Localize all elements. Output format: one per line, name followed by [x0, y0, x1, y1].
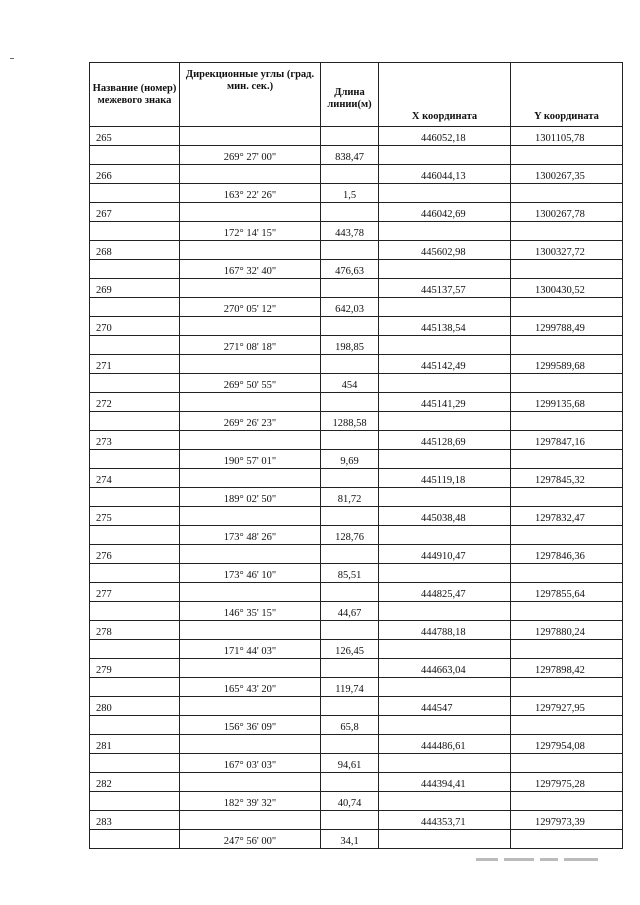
table-row	[90, 754, 623, 773]
y-coordinate-cell	[511, 298, 623, 317]
y-coordinate-cell: 1299589,68	[511, 355, 623, 374]
table-row	[90, 811, 623, 830]
line-length-cell	[321, 317, 379, 336]
marker-name-cell: 270	[90, 317, 180, 336]
direction-angle-cell	[180, 659, 321, 678]
x-coordinate-cell: 444910,47	[379, 545, 511, 564]
direction-angle-cell	[180, 393, 321, 412]
line-length-cell	[321, 773, 379, 792]
marker-name-cell	[90, 678, 180, 697]
line-length-cell: 65,8	[321, 716, 379, 735]
x-coordinate-cell: 445038,48	[379, 507, 511, 526]
y-coordinate-cell: 1299135,68	[511, 393, 623, 412]
marker-name-cell	[90, 488, 180, 507]
x-coordinate-cell: 444663,04	[379, 659, 511, 678]
x-coordinate-cell	[379, 374, 511, 393]
marker-name-cell: 266	[90, 165, 180, 184]
table-row	[90, 621, 623, 640]
direction-angle-cell: 172° 14' 15"	[180, 222, 321, 241]
table-row	[90, 184, 623, 203]
x-coordinate-cell: 444547	[379, 697, 511, 716]
line-length-cell: 34,1	[321, 830, 379, 849]
direction-angle-cell: 182° 39' 32"	[180, 792, 321, 811]
x-coordinate-cell: 444788,18	[379, 621, 511, 640]
y-coordinate-cell: 1299788,49	[511, 317, 623, 336]
marker-name-cell: 282	[90, 773, 180, 792]
direction-angle-cell: 173° 48' 26"	[180, 526, 321, 545]
direction-angle-cell	[180, 735, 321, 754]
y-coordinate-cell: 1300267,78	[511, 203, 623, 222]
x-coordinate-cell	[379, 412, 511, 431]
x-coordinate-cell	[379, 450, 511, 469]
table-row	[90, 222, 623, 241]
line-length-cell: 476,63	[321, 260, 379, 279]
direction-angle-cell: 189° 02' 50"	[180, 488, 321, 507]
x-coordinate-cell: 445137,57	[379, 279, 511, 298]
y-coordinate-cell	[511, 792, 623, 811]
table-row	[90, 355, 623, 374]
line-length-cell	[321, 127, 379, 146]
line-length-cell	[321, 545, 379, 564]
line-length-cell: 85,51	[321, 564, 379, 583]
table-row	[90, 127, 623, 146]
marker-name-cell	[90, 450, 180, 469]
table-row	[90, 431, 623, 450]
marker-name-cell	[90, 336, 180, 355]
direction-angle-cell: 269° 27' 00"	[180, 146, 321, 165]
line-length-cell: 94,61	[321, 754, 379, 773]
y-coordinate-cell: 1297845,32	[511, 469, 623, 488]
table-row	[90, 241, 623, 260]
y-coordinate-cell: 1297846,36	[511, 545, 623, 564]
direction-angle-cell	[180, 773, 321, 792]
direction-angle-cell: 156° 36' 09"	[180, 716, 321, 735]
marker-name-cell	[90, 184, 180, 203]
direction-angle-cell	[180, 469, 321, 488]
direction-angle-cell	[180, 355, 321, 374]
table-row	[90, 279, 623, 298]
direction-angle-cell	[180, 507, 321, 526]
direction-angle-cell: 167° 03' 03"	[180, 754, 321, 773]
header-direction-angle: Дирекционные углы (град. мин. сек.)	[180, 63, 321, 127]
y-coordinate-cell: 1301105,78	[511, 127, 623, 146]
marker-name-cell: 273	[90, 431, 180, 450]
x-coordinate-cell	[379, 678, 511, 697]
y-coordinate-cell: 1297927,95	[511, 697, 623, 716]
marker-name-cell	[90, 716, 180, 735]
x-coordinate-cell	[379, 298, 511, 317]
direction-angle-cell: 270° 05' 12"	[180, 298, 321, 317]
table-row	[90, 735, 623, 754]
line-length-cell: 443,78	[321, 222, 379, 241]
marker-name-cell: 281	[90, 735, 180, 754]
line-length-cell	[321, 279, 379, 298]
table-row	[90, 659, 623, 678]
marker-name-cell: 271	[90, 355, 180, 374]
table-row	[90, 602, 623, 621]
line-length-cell	[321, 165, 379, 184]
direction-angle-cell	[180, 545, 321, 564]
header-marker-name: Название (номер) межевого знака	[90, 63, 180, 127]
line-length-cell	[321, 735, 379, 754]
header-line-length: Длина линии(м)	[321, 63, 379, 127]
x-coordinate-cell: 445138,54	[379, 317, 511, 336]
table-row	[90, 488, 623, 507]
marker-name-cell	[90, 146, 180, 165]
x-coordinate-cell	[379, 830, 511, 849]
y-coordinate-cell: 1297975,28	[511, 773, 623, 792]
line-length-cell	[321, 621, 379, 640]
direction-angle-cell	[180, 697, 321, 716]
table-row	[90, 773, 623, 792]
marker-name-cell	[90, 526, 180, 545]
line-length-cell	[321, 507, 379, 526]
line-length-cell: 9,69	[321, 450, 379, 469]
x-coordinate-cell: 445142,49	[379, 355, 511, 374]
marker-name-cell	[90, 260, 180, 279]
y-coordinate-cell	[511, 260, 623, 279]
table-row	[90, 450, 623, 469]
x-coordinate-cell: 445128,69	[379, 431, 511, 450]
line-length-cell: 126,45	[321, 640, 379, 659]
line-length-cell	[321, 355, 379, 374]
marker-name-cell: 277	[90, 583, 180, 602]
x-coordinate-cell: 445119,18	[379, 469, 511, 488]
marker-name-cell: 276	[90, 545, 180, 564]
table-row	[90, 298, 623, 317]
marker-name-cell	[90, 298, 180, 317]
table-row	[90, 564, 623, 583]
boundary-coordinates-table	[89, 62, 623, 849]
marker-name-cell: 275	[90, 507, 180, 526]
x-coordinate-cell	[379, 222, 511, 241]
marker-name-cell: 283	[90, 811, 180, 830]
table-row	[90, 260, 623, 279]
line-length-cell: 454	[321, 374, 379, 393]
marker-name-cell: 265	[90, 127, 180, 146]
marker-name-cell	[90, 564, 180, 583]
y-coordinate-cell: 1300267,35	[511, 165, 623, 184]
table-row	[90, 716, 623, 735]
table-header-row	[90, 63, 623, 127]
marker-name-cell	[90, 222, 180, 241]
y-coordinate-cell	[511, 222, 623, 241]
marker-name-cell: 272	[90, 393, 180, 412]
marker-name-cell	[90, 640, 180, 659]
x-coordinate-cell: 446042,69	[379, 203, 511, 222]
direction-angle-cell	[180, 811, 321, 830]
direction-angle-cell	[180, 165, 321, 184]
line-length-cell: 44,67	[321, 602, 379, 621]
direction-angle-cell: 171° 44' 03"	[180, 640, 321, 659]
x-coordinate-cell: 444825,47	[379, 583, 511, 602]
marker-name-cell	[90, 412, 180, 431]
line-length-cell	[321, 811, 379, 830]
direction-angle-cell: 269° 50' 55"	[180, 374, 321, 393]
y-coordinate-cell	[511, 830, 623, 849]
direction-angle-cell	[180, 127, 321, 146]
line-length-cell	[321, 203, 379, 222]
direction-angle-cell	[180, 279, 321, 298]
y-coordinate-cell: 1300430,52	[511, 279, 623, 298]
y-coordinate-cell	[511, 678, 623, 697]
y-coordinate-cell	[511, 602, 623, 621]
x-coordinate-cell	[379, 716, 511, 735]
x-coordinate-cell: 444486,61	[379, 735, 511, 754]
line-length-cell	[321, 393, 379, 412]
y-coordinate-cell: 1297855,64	[511, 583, 623, 602]
marker-name-cell	[90, 830, 180, 849]
x-coordinate-cell	[379, 488, 511, 507]
marker-name-cell: 274	[90, 469, 180, 488]
table-row	[90, 830, 623, 849]
marker-name-cell: 278	[90, 621, 180, 640]
x-coordinate-cell: 445141,29	[379, 393, 511, 412]
y-coordinate-cell	[511, 640, 623, 659]
marker-name-cell	[90, 374, 180, 393]
table-row	[90, 165, 623, 184]
x-coordinate-cell: 444353,71	[379, 811, 511, 830]
y-coordinate-cell	[511, 754, 623, 773]
table-row	[90, 545, 623, 564]
table-row	[90, 507, 623, 526]
x-coordinate-cell	[379, 564, 511, 583]
marker-name-cell: 280	[90, 697, 180, 716]
header-y-coordinate: Y координата	[511, 63, 623, 127]
table-row	[90, 697, 623, 716]
line-length-cell	[321, 431, 379, 450]
table-row	[90, 203, 623, 222]
x-coordinate-cell	[379, 602, 511, 621]
marker-name-cell	[90, 754, 180, 773]
x-coordinate-cell: 445602,98	[379, 241, 511, 260]
marker-name-cell: 268	[90, 241, 180, 260]
y-coordinate-cell: 1297954,08	[511, 735, 623, 754]
y-coordinate-cell: 1297880,24	[511, 621, 623, 640]
table-row	[90, 374, 623, 393]
line-length-cell: 1288,58	[321, 412, 379, 431]
direction-angle-cell: 173° 46' 10"	[180, 564, 321, 583]
table-row	[90, 640, 623, 659]
marker-name-cell: 279	[90, 659, 180, 678]
y-coordinate-cell	[511, 146, 623, 165]
marker-name-cell: 269	[90, 279, 180, 298]
x-coordinate-cell: 446052,18	[379, 127, 511, 146]
direction-angle-cell	[180, 431, 321, 450]
direction-angle-cell	[180, 203, 321, 222]
table-row	[90, 526, 623, 545]
line-length-cell	[321, 697, 379, 716]
y-coordinate-cell	[511, 564, 623, 583]
y-coordinate-cell: 1297973,39	[511, 811, 623, 830]
y-coordinate-cell: 1297832,47	[511, 507, 623, 526]
x-coordinate-cell	[379, 526, 511, 545]
direction-angle-cell	[180, 241, 321, 260]
y-coordinate-cell	[511, 374, 623, 393]
marker-name-cell	[90, 792, 180, 811]
marker-name-cell	[90, 602, 180, 621]
faint-stamp-marks	[476, 850, 616, 864]
direction-angle-cell: 190° 57' 01"	[180, 450, 321, 469]
table-row	[90, 336, 623, 355]
direction-angle-cell: 146° 35' 15"	[180, 602, 321, 621]
y-coordinate-cell: 1297847,16	[511, 431, 623, 450]
line-length-cell: 119,74	[321, 678, 379, 697]
line-length-cell: 1,5	[321, 184, 379, 203]
line-length-cell	[321, 583, 379, 602]
x-coordinate-cell	[379, 260, 511, 279]
line-length-cell: 128,76	[321, 526, 379, 545]
direction-angle-cell: 247° 56' 00"	[180, 830, 321, 849]
marker-name-cell: 267	[90, 203, 180, 222]
scan-mark	[10, 58, 14, 59]
x-coordinate-cell	[379, 146, 511, 165]
line-length-cell	[321, 241, 379, 260]
line-length-cell	[321, 469, 379, 488]
line-length-cell: 838,47	[321, 146, 379, 165]
direction-angle-cell: 269° 26' 23"	[180, 412, 321, 431]
x-coordinate-cell	[379, 336, 511, 355]
table-row	[90, 317, 623, 336]
direction-angle-cell: 165° 43' 20"	[180, 678, 321, 697]
direction-angle-cell: 167° 32' 40"	[180, 260, 321, 279]
y-coordinate-cell: 1297898,42	[511, 659, 623, 678]
y-coordinate-cell	[511, 716, 623, 735]
table-row	[90, 146, 623, 165]
table-row	[90, 583, 623, 602]
x-coordinate-cell	[379, 754, 511, 773]
table-row	[90, 412, 623, 431]
line-length-cell: 81,72	[321, 488, 379, 507]
direction-angle-cell	[180, 317, 321, 336]
y-coordinate-cell	[511, 488, 623, 507]
header-x-coordinate: X координата	[379, 63, 511, 127]
y-coordinate-cell	[511, 336, 623, 355]
y-coordinate-cell	[511, 450, 623, 469]
line-length-cell: 198,85	[321, 336, 379, 355]
y-coordinate-cell: 1300327,72	[511, 241, 623, 260]
direction-angle-cell: 163° 22' 26"	[180, 184, 321, 203]
y-coordinate-cell	[511, 184, 623, 203]
table-row	[90, 393, 623, 412]
direction-angle-cell	[180, 583, 321, 602]
line-length-cell: 40,74	[321, 792, 379, 811]
y-coordinate-cell	[511, 412, 623, 431]
direction-angle-cell: 271° 08' 18"	[180, 336, 321, 355]
x-coordinate-cell: 446044,13	[379, 165, 511, 184]
x-coordinate-cell	[379, 640, 511, 659]
table-row	[90, 792, 623, 811]
x-coordinate-cell	[379, 184, 511, 203]
y-coordinate-cell	[511, 526, 623, 545]
line-length-cell	[321, 659, 379, 678]
table-row	[90, 678, 623, 697]
direction-angle-cell	[180, 621, 321, 640]
x-coordinate-cell	[379, 792, 511, 811]
line-length-cell: 642,03	[321, 298, 379, 317]
x-coordinate-cell: 444394,41	[379, 773, 511, 792]
table-row	[90, 469, 623, 488]
